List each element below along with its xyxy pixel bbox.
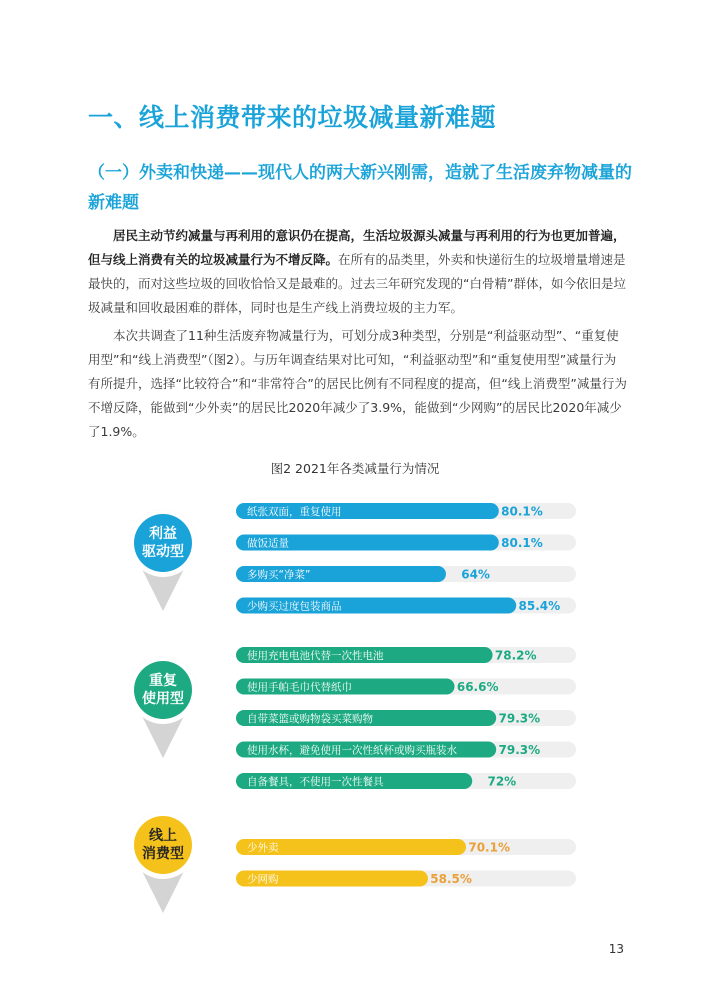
group-badge-3 xyxy=(134,816,192,874)
page-number: 13 xyxy=(608,942,624,956)
bar-label: 少购买过度包装商品 xyxy=(247,600,342,613)
bar-label: 自带菜篮或购物袋买菜购物 xyxy=(247,713,373,725)
bar-value-label: 79.3% xyxy=(498,711,541,726)
paragraph-1-bold: 居民主动节约减量与再利用的意识仍在提高，生活垃圾源头减量与再利用的行为也更加普遍，但与线上消费有关的垃圾减量行为不增反降。 xyxy=(88,228,626,267)
bar-value-label: 66.6% xyxy=(456,680,499,694)
group-name-line1-3: 线上 xyxy=(149,828,177,844)
paragraph-2: 本次共调查了11种生活废弃物减量行为，可划分成3种类型，分别是“利益驱动型”、“重复使用型”和“线上消费型”（图2）。与历年调查结果对比可知，“利益驱动型”和“重复使用型”减量行为有所提升，选择“比较符合”和“非常符合”的居民比例有不同程度的提高，但“线上消费型”减量行为不增反降，能做到“少外卖”的居民比2020年减少了3.9%，能做到“少网购”的居民比2020年减少了1.9%。 xyxy=(88,328,627,439)
subsection-heading: （一）外卖和快递——现代人的两大新兴刚需，造就了生活废弃物减量的新难题 xyxy=(88,163,632,213)
bar-label: 使用水杯，避免使用一次性纸杯或购买瓶装水 xyxy=(247,744,457,757)
section-heading: 一、线上消费带来的垃圾减量新难题 xyxy=(88,103,497,132)
group-name-line2-3: 消费型 xyxy=(142,846,184,862)
paragraph-1-normal: 在所有的品类里，外卖和快递衍生的垃圾增量增速是最快的，而对这些垃圾的回收恰恰又是最难的。过去三年研究发现的“白骨精”群体，如今依旧是垃圾减量和回收最困难的群体，同时也是生产线上消费垃圾的主力军。 xyxy=(88,252,626,315)
bar-value-label: 72% xyxy=(487,774,517,789)
group-badge-1 xyxy=(134,514,192,572)
bar-label: 使用充电电池代替一次性电池 xyxy=(247,650,384,662)
bar-label: 少网购 xyxy=(247,873,279,886)
bar-label: 使用手帕毛巾代替纸巾 xyxy=(247,681,352,694)
bar-value-label: 79.3% xyxy=(498,743,541,757)
bar-value-label: 85.4% xyxy=(518,599,561,613)
bar-value-label: 58.5% xyxy=(430,872,472,886)
bar-label: 自备餐具，不使用一次性餐具 xyxy=(247,776,384,788)
bar-value-label: 70.1% xyxy=(468,840,510,855)
figure-title: 图2 2021年各类减量行为情况 xyxy=(270,461,440,476)
group-name-line2-2: 使用型 xyxy=(142,691,184,707)
bar-label: 多购买“净菜” xyxy=(247,569,311,581)
bar-value-label: 78.2% xyxy=(494,648,537,663)
bar-label: 做饭适量 xyxy=(247,537,289,550)
bar-value-label: 64% xyxy=(461,567,490,582)
bar-label: 少外卖 xyxy=(247,842,279,854)
group-name-line1-1: 利益 xyxy=(149,526,177,542)
group-name-line1-2: 重复 xyxy=(149,673,177,689)
bar-value-label: 80.1% xyxy=(501,504,543,519)
bar-label: 纸张双面，重复使用 xyxy=(247,506,342,518)
group-badge-2 xyxy=(134,661,192,719)
bar-value-label: 80.1% xyxy=(501,536,543,550)
group-name-line2-1: 驱动型 xyxy=(142,544,184,560)
